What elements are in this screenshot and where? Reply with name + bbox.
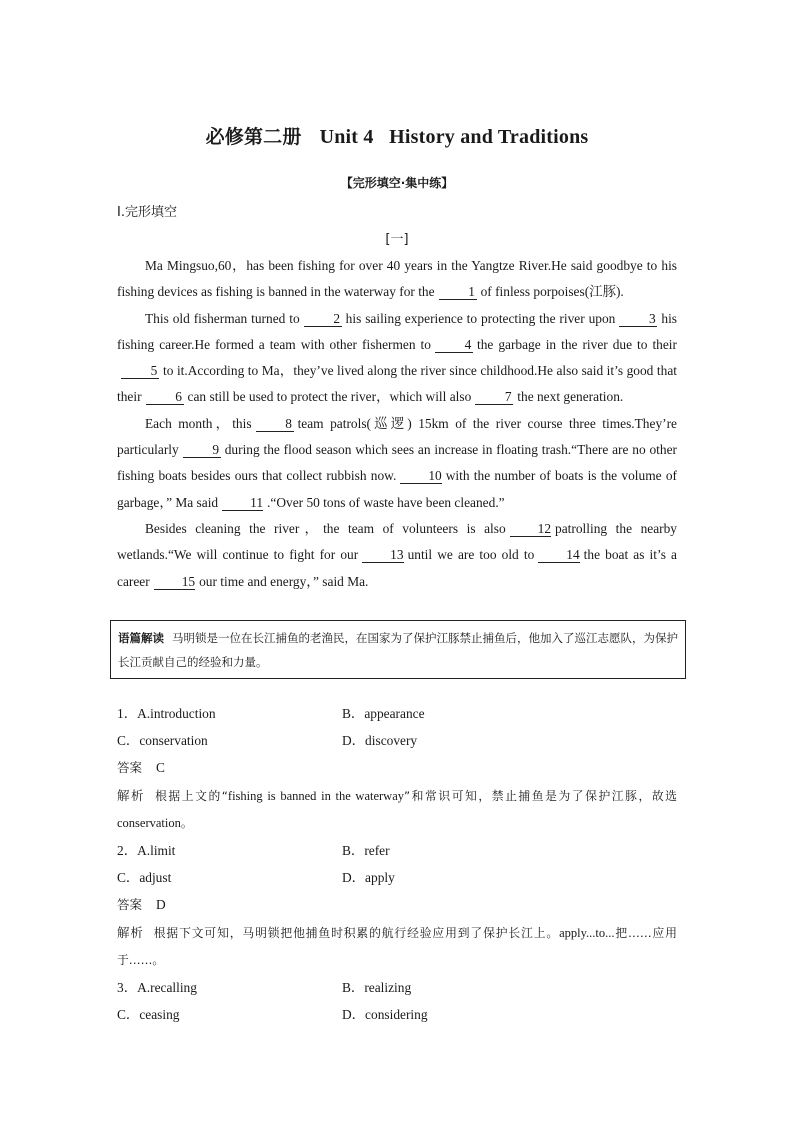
text: ”和常识可知，禁止捕鱼是为了保护江豚，故选 bbox=[404, 788, 677, 803]
blank-8: 8 bbox=[256, 417, 294, 432]
option-b: B．appearance bbox=[342, 706, 425, 721]
passage-number: [一] bbox=[385, 232, 409, 247]
text: during the flood season which sees an increase in floating trash.“There are no other fishing boats besides ours that collect rubbish now. bbox=[117, 442, 677, 484]
page-title bbox=[117, 122, 677, 149]
blank-7: 7 bbox=[475, 390, 513, 405]
option-c: C．conservation bbox=[117, 733, 208, 749]
passage-summary-box bbox=[110, 620, 686, 679]
blank-12: 12 bbox=[510, 522, 551, 537]
question-2-options-row-2 bbox=[117, 864, 677, 891]
text: his sailing experience to protecting the river upon bbox=[345, 310, 616, 326]
option-d: D．considering bbox=[342, 1007, 428, 1023]
text: .“Over 50 tons of waste have been cleaned.” bbox=[267, 494, 505, 510]
text: Each month，this bbox=[145, 415, 252, 431]
text: of finless porpoises(江豚). bbox=[480, 284, 624, 300]
text: 把……应用于……。 bbox=[117, 925, 677, 967]
blank-10: 10 bbox=[400, 469, 441, 484]
option-d: D．discovery bbox=[342, 733, 418, 749]
option-a: 3．A.recalling bbox=[117, 979, 197, 995]
blank-11: 11 bbox=[222, 496, 263, 511]
blank-6: 6 bbox=[146, 390, 184, 405]
text: can still be used to protect the river，which will also bbox=[187, 389, 472, 405]
text: This old fisherman turned to bbox=[145, 310, 300, 326]
blank-15: 15 bbox=[154, 575, 195, 590]
question-1-explanation bbox=[117, 782, 677, 837]
answer-label: 答案 bbox=[117, 897, 143, 913]
text: the boat as it’s a career bbox=[117, 547, 677, 589]
text: the garbage in the river due to their bbox=[476, 336, 677, 352]
option-d: D．apply bbox=[342, 870, 395, 886]
paragraph-4 bbox=[117, 516, 677, 595]
answer-value: D bbox=[156, 897, 166, 913]
explanation-label: 解析 bbox=[117, 787, 146, 803]
option-c: C．ceasing bbox=[117, 1007, 180, 1023]
blank-3: 3 bbox=[619, 312, 657, 327]
text: conservation bbox=[117, 815, 181, 830]
title-chinese: 必修第二册 bbox=[205, 126, 302, 148]
text: 根据下文可知，马明锁把他捕鱼时积累的航行经验应用到了保护长江上。 bbox=[153, 925, 560, 940]
text: Besides cleaning the river，the team of volunteers is also bbox=[145, 520, 506, 536]
question-2-answer bbox=[117, 891, 677, 918]
blank-2: 2 bbox=[304, 312, 342, 327]
text: 根据上文的“ bbox=[155, 788, 228, 803]
cloze-passage bbox=[117, 253, 677, 595]
question-1-options-row-2 bbox=[117, 727, 677, 754]
blank-5: 5 bbox=[121, 364, 159, 379]
question-3-options-row-2 bbox=[117, 1001, 677, 1028]
question-3-options-row-1 bbox=[117, 974, 677, 1001]
option-a: 1．A.introduction bbox=[117, 706, 216, 721]
text: patrolling the nearby wetlands.“We will continue to fight for our bbox=[117, 520, 677, 563]
text: until we are too old to bbox=[407, 547, 535, 563]
question-list bbox=[117, 700, 677, 1028]
question-2-options-row-1 bbox=[117, 837, 677, 864]
blank-9: 9 bbox=[183, 443, 221, 458]
section-heading: Ⅰ.完形填空 bbox=[117, 205, 177, 220]
text: our time and energy，” said Ma. bbox=[199, 573, 369, 589]
answer-value: C bbox=[156, 760, 165, 776]
text: with the number of boats is the volume of garbage，” Ma said bbox=[117, 468, 677, 510]
summary-text: 马明锁是一位在长江捕鱼的老渔民，在国家为了保护江豚禁止捕鱼后，他加入了巡江志愿队，为保护长江贡献自己的经验和力量。 bbox=[118, 631, 678, 669]
explanation-label: 解析 bbox=[117, 924, 144, 940]
answer-label: 答案 bbox=[117, 760, 143, 776]
text: apply...to... bbox=[559, 925, 615, 940]
text: the next generation. bbox=[517, 389, 624, 405]
blank-1: 1 bbox=[439, 285, 477, 300]
question-2-explanation bbox=[117, 919, 677, 974]
blank-13: 13 bbox=[362, 548, 403, 563]
paragraph-3 bbox=[117, 411, 677, 516]
question-1-options-row-1 bbox=[117, 700, 677, 727]
blank-14: 14 bbox=[538, 548, 579, 563]
option-a: 2．A.limit bbox=[117, 842, 176, 858]
exercise-subtitle: 【完形填空·集中练】 bbox=[340, 176, 454, 190]
text: team patrols(巡逻) 15km of the river course three times.They’re particularly bbox=[117, 415, 678, 458]
text: to it.According to Ma，they’ve lived along the river since childhood.He also said it’s good that their bbox=[117, 363, 677, 405]
question-1-answer bbox=[117, 754, 677, 781]
blank-4: 4 bbox=[435, 338, 473, 353]
paragraph-1 bbox=[117, 253, 677, 306]
text: his fishing career.He formed a team with other fishermen to bbox=[117, 310, 678, 352]
text: 。 bbox=[180, 815, 193, 830]
option-b: B．refer bbox=[342, 842, 390, 858]
text: Ma Mingsuo,60，has been fishing for over 40 years in the Yangtze River.He said goodbye to his fishing devices as fishing is banned in the waterway for the bbox=[117, 258, 677, 300]
option-b: B．realizing bbox=[342, 979, 412, 995]
text: fishing is banned in the waterway bbox=[227, 788, 405, 803]
option-c: C．adjust bbox=[117, 870, 172, 886]
title-english: Unit 4 History and Traditions bbox=[319, 126, 589, 148]
summary-label: 语篇解读 bbox=[118, 631, 164, 645]
paragraph-2 bbox=[117, 306, 677, 411]
